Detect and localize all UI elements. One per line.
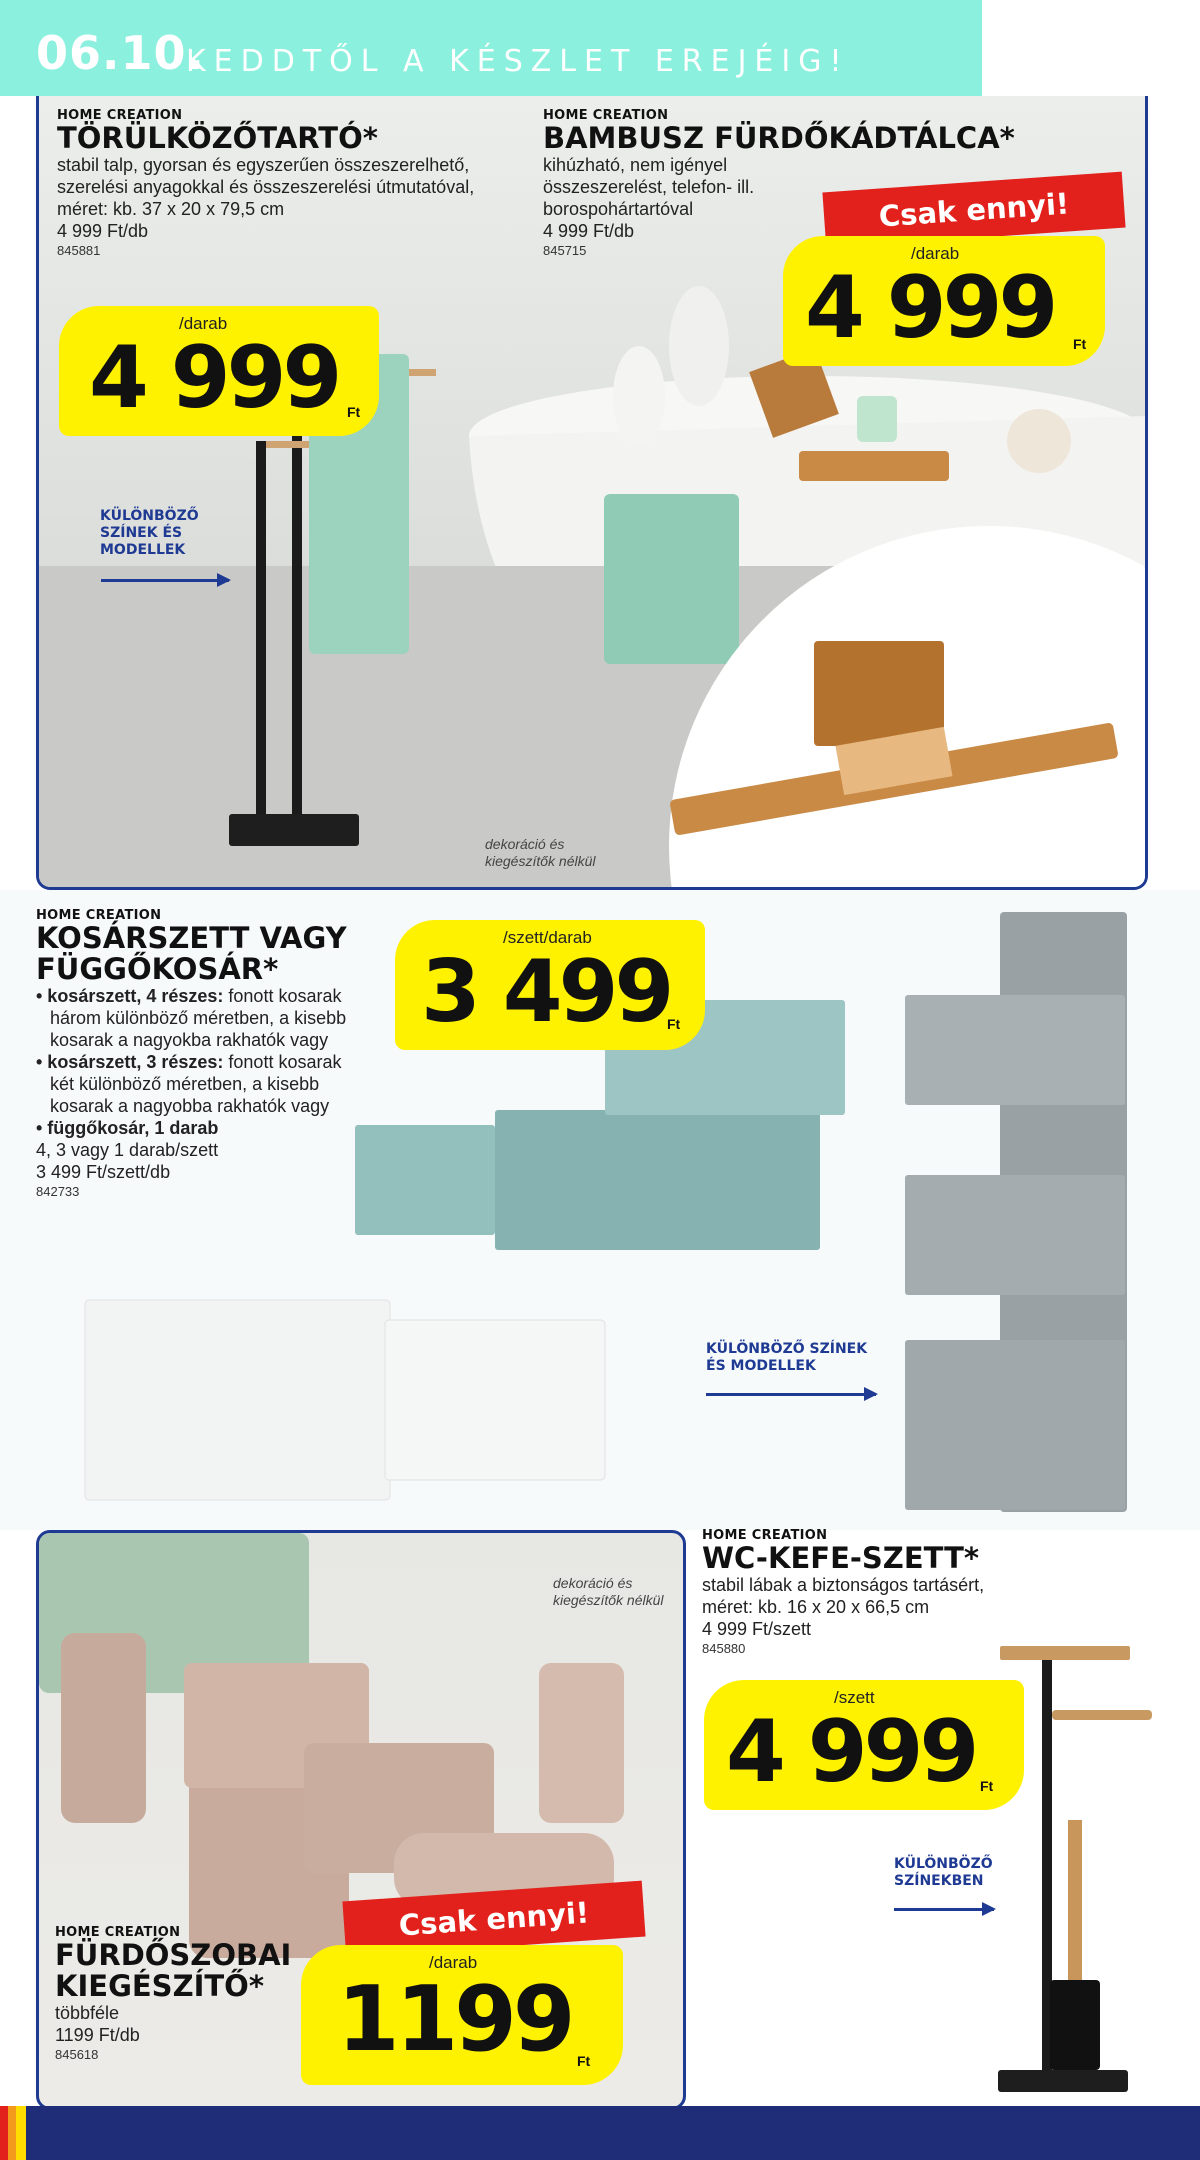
cactus-decor-2 (669, 286, 729, 406)
bullet-4-piece (36, 985, 376, 1007)
footer-band (0, 2106, 1200, 2160)
variants-note (894, 1856, 993, 1890)
price-currency: Ft (667, 1016, 681, 1032)
product-desc-line: stabil talp, gyorsan és egyszerűen összeszerelhető, (57, 155, 470, 175)
decoration-disclaimer (485, 836, 596, 870)
unit-price: 4 999 Ft/db (543, 221, 635, 241)
bullet-text: kosarak a nagyobba rakhatók vagy (50, 1096, 330, 1116)
product-desc-line: kihúzható, nem igényel (543, 155, 728, 175)
top-product-panel (36, 96, 1148, 890)
variants-note-line: SZÍNEKBEN (894, 1873, 984, 1889)
price-unit: /darab (911, 244, 960, 263)
variants-note (100, 508, 199, 559)
product-code: 845618 (55, 2047, 99, 2062)
offer-date: 06.10. (36, 26, 205, 80)
bath-accessory-price-tag (301, 1945, 623, 2085)
product-title: FÜRDŐSZOBAI (55, 1938, 292, 1972)
variants-arrow (894, 1908, 994, 1911)
unit-price: 3 499 Ft/szett/db (36, 1162, 171, 1182)
promo-badge: Csak ennyi! (822, 172, 1125, 249)
white-basket-set (85, 1300, 605, 1500)
grey-hanging-basket (905, 912, 1127, 1512)
brand-label: HOME CREATION (55, 1925, 181, 1940)
product-title: FÜGGŐKOSÁR* (36, 952, 279, 986)
product-code: 845715 (543, 243, 587, 258)
variants-note-line: KÜLÖNBÖZŐ (100, 508, 199, 524)
price-unit: /darab (429, 1953, 478, 1972)
product-desc-line: stabil lábak a biztonságos tartásért, (702, 1575, 985, 1595)
price-currency: Ft (1073, 336, 1087, 352)
tumbler (539, 1663, 624, 1823)
product-code: 842733 (36, 1184, 80, 1199)
disclaimer-line: dekoráció és (553, 1575, 633, 1591)
product-title: TÖRÜLKÖZŐTARTÓ* (57, 121, 378, 155)
footer-brand-stripe (0, 2106, 26, 2160)
bullet-hanging (36, 1117, 376, 1139)
product-count: 4, 3 vagy 1 darab/szett (36, 1140, 219, 1160)
offer-tagline: KEDDTŐL A KÉSZLET EREJÉIG! (186, 44, 850, 79)
price-currency: Ft (347, 404, 361, 420)
bath-accessory-info (55, 1925, 292, 2062)
bullet-3-piece (36, 1051, 376, 1073)
variants-arrow (706, 1393, 876, 1396)
product-title: KOSÁRSZETT VAGY (36, 921, 347, 955)
product-desc-line: összeszerelést, telefon- ill. (543, 177, 755, 197)
product-desc-line: többféle (55, 2003, 120, 2023)
basket-price-tag (395, 920, 705, 1050)
bath-tray-price-tag (783, 236, 1105, 366)
bullet-text: két különböző méretben, a kisebb (50, 1074, 320, 1094)
bullet-heading: • kosárszett, 3 részes: (36, 1052, 224, 1072)
bullet-text: fonott kosarak (223, 986, 342, 1006)
price-value: 3 499 (421, 942, 671, 1042)
price-currency: Ft (980, 1778, 994, 1794)
stand-base (998, 2070, 1128, 2092)
bath-accessory-panel (36, 1530, 686, 2110)
price-currency: Ft (577, 2053, 591, 2069)
variants-arrow (101, 579, 229, 582)
product-title: KIEGÉSZÍTŐ* (55, 1969, 264, 2003)
stand-base (229, 814, 359, 846)
variants-note-line: KÜLÖNBÖZŐ (894, 1856, 993, 1872)
header-banner (0, 0, 982, 96)
price-unit: /darab (179, 314, 228, 333)
product-code: 845881 (57, 243, 101, 258)
bullet-heading: • függőkosár, 1 darab (36, 1118, 219, 1138)
variants-note-line: KÜLÖNBÖZŐ SZÍNEK (706, 1341, 868, 1357)
brand-label: HOME CREATION (36, 908, 162, 923)
product-code: 845880 (702, 1641, 746, 1656)
brush-cup (1050, 1980, 1100, 2070)
product-title: BAMBUSZ FÜRDŐKÁDTÁLCA* (543, 121, 1015, 155)
variants-note-line: SZÍNEK ÉS (100, 525, 183, 541)
bullet-text: fonott kosarak (223, 1052, 342, 1072)
wc-brush-info (702, 1528, 1172, 1656)
product-desc-line: szerelési anyagokkal és összeszerelési útmutatóval, (57, 177, 475, 197)
mug (857, 396, 897, 442)
price-value: 4 999 (805, 258, 1055, 358)
unit-price: 4 999 Ft/db (57, 221, 149, 241)
product-title: WC-KEFE-SZETT* (702, 1541, 980, 1575)
towel-on-tub (604, 494, 739, 664)
bath-tray-on-tub (799, 451, 949, 481)
bullet-heading: • kosárszett, 4 részes: (36, 986, 224, 1006)
product-desc-line: borospohártartóval (543, 199, 694, 219)
stand-pole-2 (292, 426, 302, 821)
product-size: méret: kb. 37 x 20 x 79,5 cm (57, 199, 285, 219)
decoration-disclaimer (553, 1575, 664, 1609)
soap-dispenser (61, 1633, 146, 1823)
bullet-text: kosarak a nagyokba rakhatók vagy (50, 1030, 329, 1050)
promo-badge: Csak ennyi! (342, 1881, 645, 1958)
sponge (1007, 409, 1071, 473)
price-unit: /szett/darab (503, 928, 592, 947)
brand-label: HOME CREATION (543, 108, 669, 123)
disclaimer-line: kiegészítők nélkül (485, 853, 596, 869)
stand-pole-1 (256, 441, 266, 821)
bullet-text: három különböző méretben, a kisebb (50, 1008, 347, 1028)
brand-label: HOME CREATION (57, 108, 183, 123)
price-value: 4 999 (726, 1702, 976, 1802)
variants-note (706, 1341, 867, 1375)
variants-note-line: MODELLEK (100, 542, 186, 558)
price-value: 4 999 (89, 328, 339, 428)
price-value: 1199 (337, 1967, 572, 2072)
unit-price: 1199 Ft/db (55, 2025, 140, 2045)
basket-section (0, 890, 1200, 1530)
disclaimer-line: dekoráció és (485, 836, 565, 852)
wc-brush-price-tag (704, 1680, 1024, 1810)
cactus-decor (613, 346, 665, 446)
basket-set-info (36, 908, 376, 1199)
brand-label: HOME CREATION (702, 1528, 828, 1543)
towel-stand-info (57, 108, 557, 258)
towel-stand-price-tag (59, 306, 379, 436)
variants-note-line: ÉS MODELLEK (706, 1358, 816, 1374)
product-size: méret: kb. 16 x 20 x 66,5 cm (702, 1597, 930, 1617)
price-unit: /szett (834, 1688, 875, 1707)
unit-price: 4 999 Ft/szett (702, 1619, 812, 1639)
disclaimer-line: kiegészítők nélkül (553, 1592, 664, 1608)
paper-roll-rod (1052, 1710, 1152, 1720)
